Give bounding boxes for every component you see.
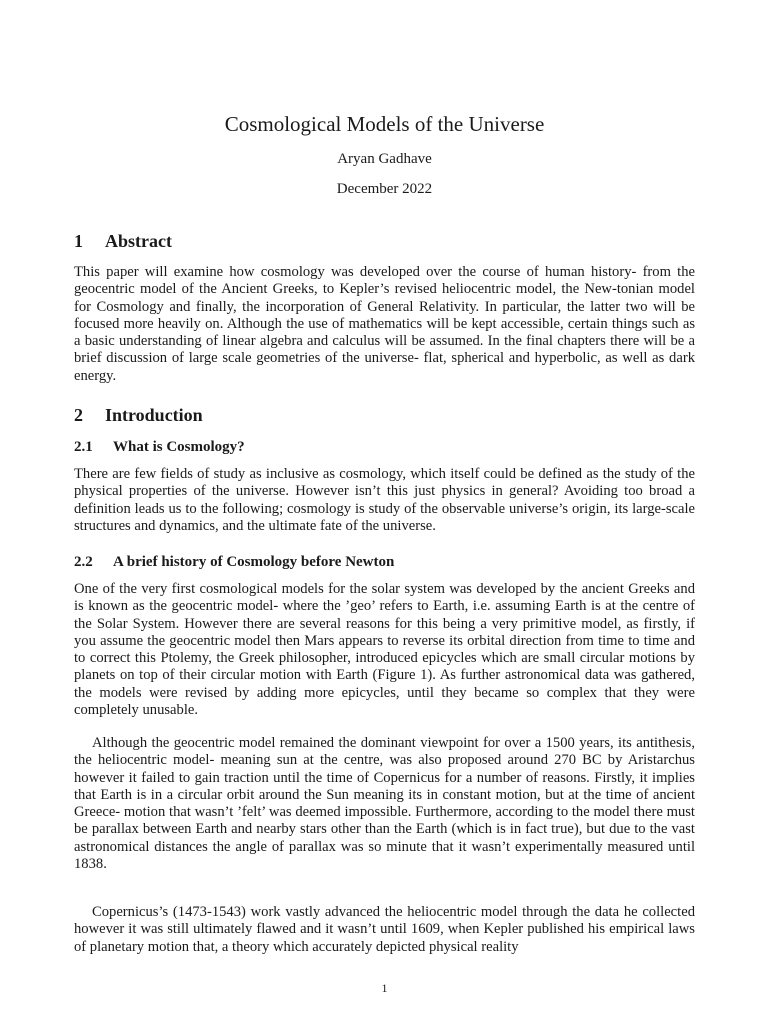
- paper-title: Cosmological Models of the Universe: [224, 112, 545, 136]
- paper-date: December 2022: [336, 181, 433, 197]
- section-title: Abstract: [105, 231, 172, 251]
- subsection-number: 2.1: [74, 439, 93, 455]
- paper-page: [74, 0, 695, 1024]
- abstract-paragraph: This paper will examine how cosmology was developed over the course of human history- from the geocentric model of the Ancient Greeks, to Kepler’s revised heliocentric model, the New-tonian model for Cosmology and finally, the incorporation of General Relativity. In particular, the latter two will be focused more heavily on. Although the use of mathematics will be kept accessible, certain things such as a basic understanding of linear algebra and calculus will be assumed. In the final chapters there will be a brief discussion of large scale geometries of the universe- flat, spherical and hyperbolic, as well as dark energy.: [74, 264, 695, 384]
- body-paragraph: There are few fields of study as inclusive as cosmology, which itself could be defined as the study of the physical properties of the universe. However isn’t this just physics in general? Avoiding too broad a definition leads us to the following; cosmology is study of the observable universe’s origin, its large-scale structures and dynamics, and the ultimate fate of the universe.: [74, 466, 695, 534]
- subsection-title: What is Cosmology?: [113, 439, 245, 455]
- body-paragraph: One of the very first cosmological models for the solar system was developed by the ancient Greeks and is known as the geocentric model- where the ’geo’ refers to Earth, i.e. assuming Earth is at the centre of the Solar System. However there are several reasons for this being a very primitive model, as firstly, if you assume the geocentric model then Mars appears to reverse its orbital direction from time to time and to correct this Ptolemy, the Greek philosopher, introduced epicycles which are small circular motions by planets on top of their circular motion with Earth (Figure 1). As further astronomical data was gathered, the models were revised by adding more epicycles, until they became so complex that they were completely unusable.: [74, 581, 695, 719]
- section-number: 1: [74, 231, 83, 251]
- body-paragraph: Copernicus’s (1473-1543) work vastly advanced the heliocentric model through the data he collected however it was still ultimately flawed and it wasn’t until 1609, when Kepler published his empirical laws of planetary motion that, a theory which accurately depicted physical reality: [74, 904, 695, 955]
- paper-author: Aryan Gadhave: [337, 151, 432, 167]
- section-title: Introduction: [105, 405, 203, 425]
- section-number: 2: [74, 405, 83, 425]
- body-paragraph: Although the geocentric model remained the dominant viewpoint for over a 1500 years, its antithesis, the heliocentric model- meaning sun at the centre, was also proposed around 270 BC by Aristarchus however it failed to gain traction until the time of Copernicus for a number of reasons. Firstly, it implies that Earth is in a circular orbit around the Sun meaning its in constant motion, but at the time of ancient Greece- motion that wasn’t ’felt’ was deemed impossible. Furthermore, according to the model there must be parallax between Earth and nearby stars other than the Earth (which is in fact true), but due to the vast astronomical distances the angle of parallax was so minute that it wasn’t experimentally measured until 1838.: [74, 735, 695, 873]
- subsection-heading-what-is-cosmology: [74, 439, 245, 456]
- subsection-title: A brief history of Cosmology before Newton: [113, 554, 395, 570]
- section-heading-abstract: [74, 231, 172, 252]
- section-heading-introduction: [74, 405, 203, 426]
- subsection-number: 2.2: [74, 554, 93, 570]
- subsection-heading-brief-history: [74, 554, 394, 571]
- page-number: 1: [381, 981, 388, 995]
